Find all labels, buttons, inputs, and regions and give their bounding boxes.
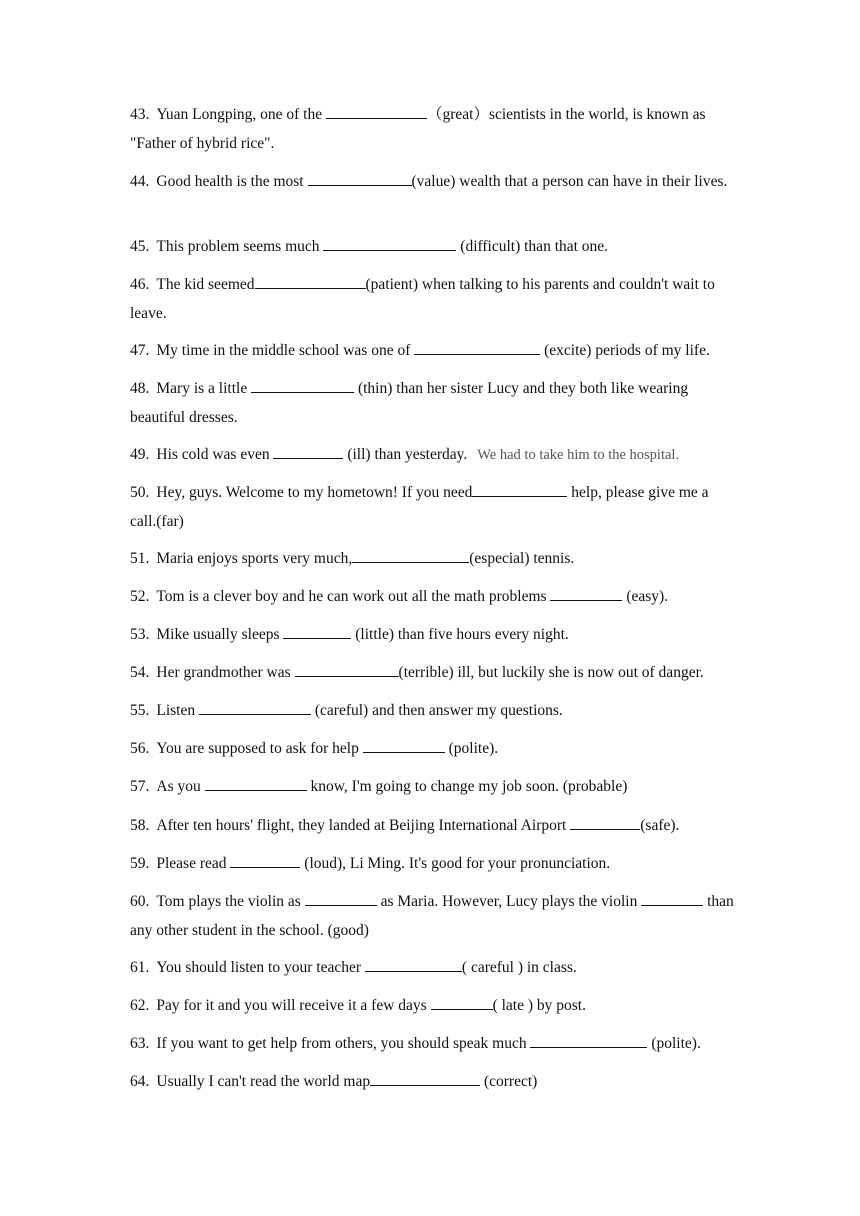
question-item [130, 544, 735, 573]
answer-blank[interactable] [472, 482, 567, 497]
answer-blank[interactable] [370, 1071, 480, 1086]
question-text: Yuan Longping, one of the [156, 106, 326, 123]
question-item [130, 167, 735, 196]
question-text: Tom is a clever boy and he can work out all the math problems [156, 588, 551, 605]
question-item [130, 270, 735, 328]
question-text: Pay for it and you will receive it a few days [156, 997, 431, 1014]
question-item [130, 772, 735, 801]
question-item [130, 811, 735, 840]
question-item [130, 374, 735, 432]
answer-blank[interactable] [431, 995, 493, 1010]
answer-blank[interactable] [230, 853, 300, 868]
question-number: 55. [130, 702, 150, 719]
answer-blank[interactable] [308, 171, 412, 186]
answer-blank[interactable] [641, 891, 703, 906]
answer-blank[interactable] [199, 700, 311, 715]
question-text: help, please give me a call.(far) [130, 484, 709, 530]
question-number: 43. [130, 106, 150, 123]
question-text: (ill) than yesterday. [343, 446, 468, 463]
question-text: Good health is the most [156, 173, 308, 190]
question-item [130, 582, 735, 611]
question-item [130, 620, 735, 649]
question-number: 58. [130, 817, 150, 834]
question-text: (patient) when talking to his parents and couldn't wait to leave. [130, 276, 715, 322]
question-number: 61. [130, 959, 150, 976]
question-text: (careful) and then answer my questions. [311, 702, 563, 719]
question-item [130, 953, 735, 982]
question-item [130, 887, 735, 945]
question-text: Mike usually sleeps [156, 626, 284, 643]
answer-blank[interactable] [295, 662, 399, 677]
question-item [130, 1029, 735, 1058]
answer-blank[interactable] [326, 104, 427, 119]
answer-blank[interactable] [365, 957, 462, 972]
question-item [130, 232, 735, 261]
answer-blank[interactable] [305, 891, 377, 906]
question-text: as Maria. However, Lucy plays the violin [376, 893, 642, 910]
question-number: 49. [130, 446, 150, 463]
question-number: 64. [130, 1073, 150, 1090]
question-text: Please read [156, 855, 231, 872]
question-item [130, 849, 735, 878]
question-number: 53. [130, 626, 150, 643]
question-number: 47. [130, 342, 150, 359]
question-text: (difficult) than that one. [456, 238, 609, 255]
answer-blank[interactable] [283, 624, 351, 639]
question-number: 50. [130, 484, 150, 501]
answer-blank[interactable] [323, 236, 456, 251]
question-number: 51. [130, 550, 150, 567]
question-number: 59. [130, 855, 150, 872]
question-number: 46. [130, 276, 150, 293]
question-item [130, 100, 735, 158]
answer-blank[interactable] [273, 444, 343, 459]
question-item [130, 991, 735, 1020]
question-text: His cold was even [156, 446, 274, 463]
question-note: We had to take him to the hospital. [477, 447, 680, 463]
question-text: Her grandmother was [156, 664, 295, 681]
question-text: (value) wealth that a person can have in their lives. [411, 173, 728, 190]
question-item [130, 734, 735, 763]
question-text: (especial) tennis. [469, 550, 575, 567]
question-text: (easy). [622, 588, 669, 605]
question-text: Hey, guys. Welcome to my hometown! If you need [156, 484, 473, 501]
question-text: (correct) [480, 1073, 538, 1090]
question-number: 56. [130, 740, 150, 757]
question-text: (thin) than her sister Lucy and they both like wearing beautiful dresses. [130, 380, 689, 426]
answer-blank[interactable] [352, 548, 469, 563]
answer-blank[interactable] [251, 378, 354, 393]
question-text: As you [156, 778, 205, 795]
answer-blank[interactable] [363, 738, 445, 753]
question-number: 57. [130, 778, 150, 795]
question-text: Maria enjoys sports very much, [156, 550, 353, 567]
question-number: 62. [130, 997, 150, 1014]
question-text: (safe). [640, 817, 680, 834]
question-item [130, 336, 735, 365]
answer-blank[interactable] [414, 340, 540, 355]
question-item [130, 658, 735, 687]
question-number: 54. [130, 664, 150, 681]
question-item [130, 478, 735, 536]
question-text: ( late ) by post. [492, 997, 586, 1014]
question-text: ( careful ) in class. [461, 959, 577, 976]
question-number: 48. [130, 380, 150, 397]
question-item [130, 440, 735, 470]
answer-blank[interactable] [530, 1033, 647, 1048]
question-text: (polite). [647, 1035, 701, 1052]
question-text: (polite). [444, 740, 499, 757]
question-number: 44. [130, 173, 150, 190]
question-text: My time in the middle school was one of [156, 342, 415, 359]
question-text: (loud), Li Ming. It's good for your pronunciation. [300, 855, 611, 872]
question-text: You are supposed to ask for help [156, 740, 363, 757]
answer-blank[interactable] [550, 586, 622, 601]
question-text: Usually I can't read the world map [156, 1073, 371, 1090]
question-number: 63. [130, 1035, 150, 1052]
question-text: Mary is a little [156, 380, 252, 397]
answer-blank[interactable] [205, 776, 307, 791]
question-text: know, I'm going to change my job soon. (probable) [306, 778, 628, 795]
question-text: Listen [156, 702, 199, 719]
question-number: 45. [130, 238, 150, 255]
question-text: Tom plays the violin as [156, 893, 305, 910]
answer-blank[interactable] [570, 815, 640, 830]
answer-blank[interactable] [255, 274, 366, 289]
question-text: If you want to get help from others, you should speak much [156, 1035, 531, 1052]
question-item [130, 696, 735, 725]
question-number: 52. [130, 588, 150, 605]
question-text: (terrible) ill, but luckily she is now out of danger. [398, 664, 704, 681]
question-text: (little) than five hours every night. [351, 626, 569, 643]
question-item [130, 1067, 735, 1096]
question-text: After ten hours' flight, they landed at Beijing International Airport [156, 817, 571, 834]
question-text: than any other student in the school. (good) [130, 893, 734, 939]
question-text: （great）scientists in the world, is known as "Father of hybrid rice". [130, 106, 706, 152]
question-text: The kid seemed [156, 276, 255, 293]
question-text: This problem seems much [156, 238, 324, 255]
question-number: 60. [130, 893, 150, 910]
question-text: You should listen to your teacher [156, 959, 365, 976]
question-text: (excite) periods of my life. [540, 342, 710, 359]
